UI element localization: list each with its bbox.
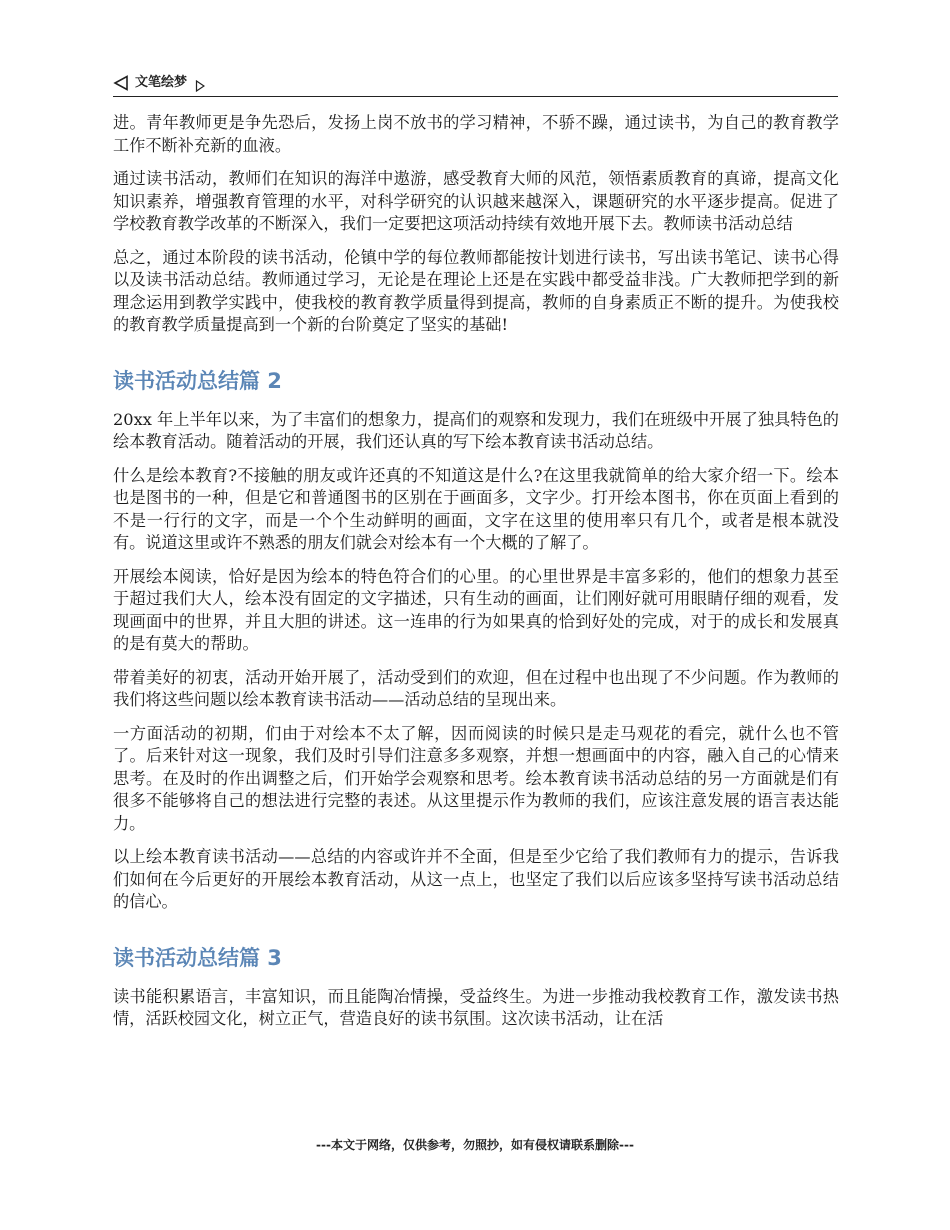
paragraph: 总之，通过本阶段的读书活动，伦镇中学的每位教师都能按计划进行读书，写出读书笔记、读书心得以及读书活动总结。教师通过学习，无论是在理论上还是在实践中都受益非浅。广大教师把学到的新理念运用到教学实践中，使我校的教育教学质量得到提高，教师的自身素质正不断的提升。为使我校的教育教学质量提高到一个新的台阶奠定了坚实的基础! [113,247,839,334]
paragraph: 开展绘本阅读，恰好是因为绘本的特色符合们的心里。的心里世界是丰富多彩的，他们的想象力甚至于超过我们大人，绘本没有固定的文字描述，只有生动的画面，让们刚好就可用眼睛仔细的观看，发现画面中的世界，并且大胆的讲述。这一连串的行为如果真的恰到好处的完成，对于的成长和发展真的是有莫大的帮助。 [113,566,839,653]
section-heading-3: 读书活动总结篇 3 [113,945,282,970]
paragraph: 通过读书活动，教师们在知识的海洋中遨游，感受教育大师的风范，领悟素质教育的真谛，提高文化知识素养，增强教育管理的水平，对科学研究的认识越来越深入，课题研究的水平逐步提高。促进了学校教育教学改革的不断深入，我们一定要把这项活动持续有效地开展下去。教师读书活动总结 [113,169,839,233]
paragraph: 带着美好的初衷，活动开始开展了，活动受到们的欢迎，但在过程中也出现了不少问题。作为教师的我们将这些问题以绘本教育读书活动——活动总结的呈现出来。 [113,667,839,709]
triangle-left-outline-icon [113,75,129,91]
page-footer: ---本文于网络，仅供参考，勿照抄，如有侵权请联系删除--- [316,1138,634,1152]
paragraph: 一方面活动的初期，们由于对绘本不太了解，因而阅读的时候只是走马观花的看完，就什么也不管了。后来针对这一现象，我们及时引导们注意多多观察，并想一想画面中的内容，融入自己的心情来思考。在及时的作出调整之后，们开始学会观察和思考。绘本教育读书活动总结的另一方面就是们有很多不能够将自己的想法进行完整的表述。从这里提示作为教师的我们，应该注意发展的语言表达能力。 [113,723,839,833]
paragraph: 20xx 年上半年以来，为了丰富们的想象力，提高们的观察和发现力，我们在班级中开展了独具特色的绘本教育活动。随着活动的开展，我们还认真的写下绘本教育读书活动总结。 [113,409,839,451]
paragraph: 以上绘本教育读书活动——总结的内容或许并不全面，但是至少它给了我们教师有力的提示，告诉我们如何在今后更好的开展绘本教育活动，从这一点上，也坚定了我们以后应该多坚持写读书活动总结的信心。 [113,847,839,911]
paragraph: 什么是绘本教育?不接触的朋友或许还真的不知道这是什么?在这里我就简单的给大家介绍一下。绘本也是图书的一种，但是它和普通图书的区别在于画面多，文字少。打开绘本图书，你在页面上看到的不是一行行的文字，而是一个个生动鲜明的画面，文字在这里的使用率只有几个，或者是根本就没有。说道这里或许不熟悉的朋友们就会对绘本有一个大概的了解了。 [113,465,839,552]
triangle-right-outline-icon [195,77,205,89]
paragraph: 读书能积累语言，丰富知识，而且能陶冶情操，受益终生。为进一步推动我校教育工作，激发读书热情，活跃校园文化，树立正气，营造良好的读书氛围。这次读书活动，让在活 [113,986,839,1028]
section-heading-2: 读书活动总结篇 2 [113,368,282,393]
header-title: 文笔绘梦 [135,75,188,90]
document-body [113,112,839,1042]
page-header [113,70,838,97]
paragraph: 进。青年教师更是争先恐后，发扬上岗不放书的学习精神，不骄不躁，通过读书，为自己的教育教学工作不断补充新的血液。 [113,113,839,155]
